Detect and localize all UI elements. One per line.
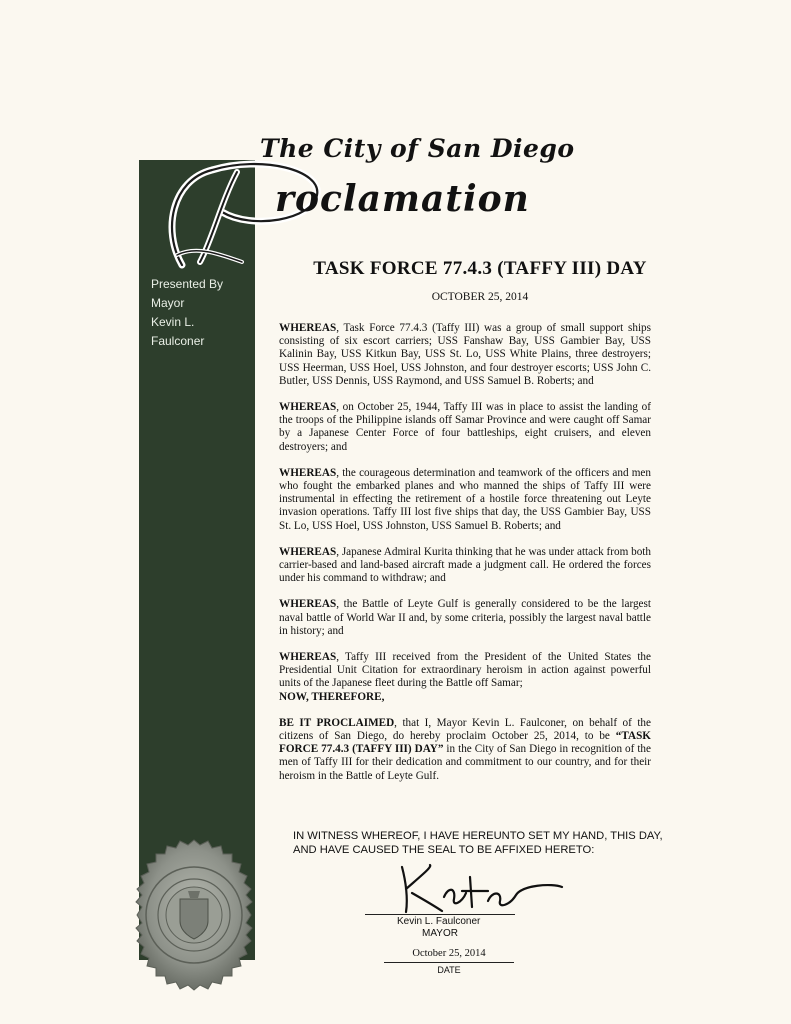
presenter-mayor: Mayor [151, 296, 185, 310]
proclamation-date: OCTOBER 25, 2014 [431, 291, 529, 303]
proclaimed-day-name: “TASK FORCE 77.4.3 (TAFFY III) DAY” [279, 730, 651, 756]
whereas-text: , Japanese Admiral Kurita thinking that he was under attack from both carrier-based and land-based aircraft made a judgment call. He ordered the forces under his command to withdraw; and [279, 545, 651, 585]
whereas-keyword: WHEREAS [279, 651, 337, 664]
now-therefore: NOW, THEREFORE, [279, 690, 385, 703]
whereas-paragraph-1 [279, 322, 651, 388]
proclaimed-text-end: in the City of San Diego in recognition of the men of Taffy III for their dedication and commitment to our country, and for their heroism in the Battle of Leyte Gulf. [279, 743, 651, 782]
witness-statement [293, 829, 693, 857]
proclamation-body [279, 322, 651, 796]
whereas-keyword: WHEREAS [279, 545, 337, 558]
presented-by: Presented By [151, 277, 224, 291]
proclaimed-text: , that I, Mayor Kevin L. Faulconer, on behalf of the citizens of San Diego, do hereby proclaim October 25, 2014, to be [279, 716, 651, 743]
whereas-paragraph-5 [279, 598, 651, 638]
witness-line-2: AND HAVE CAUSED THE SEAL TO BE AFFIXED HERETO: [293, 844, 595, 856]
whereas-keyword: WHEREAS [279, 322, 337, 334]
signature-date: October 25, 2014 [412, 948, 486, 959]
whereas-keyword: WHEREAS [279, 598, 337, 611]
city-title: The City of San Diego [260, 134, 575, 163]
presenter-last-name: Faulconer [151, 334, 205, 348]
presenter-first-name: Kevin L. [151, 315, 195, 329]
whereas-text: , Task Force 77.4.3 (Taffy III) was a group of small support ships consisting of six escort carriers; USS Fanshaw Bay, USS Gambier Bay, USS Kalinin Bay, USS Kitkun Bay, USS St. Lo, USS White Plains, three destroyers; USS Heerman, USS Hoel, USS Johnston, and four destroyer escorts; USS John C. Butler, USS Dennis, USS Raymond, and USS Samuel B. Roberts; and [279, 322, 651, 387]
proclamation-heading: TASK FORCE 77.4.3 (TAFFY III) DAY [313, 258, 647, 279]
whereas-paragraph-4 [279, 546, 651, 586]
presenter-info [151, 275, 223, 351]
city-seal [117, 838, 271, 992]
proclamation-title: roclamation [275, 178, 530, 220]
proclaimed-keyword: BE IT PROCLAIMED [279, 716, 395, 729]
whereas-text: , on October 25, 1944, Taffy III was in place to assist the landing of the troops of the Philippine islands off Samar Province and were caught off Samar by a Japanese Center Force of four battleships, eight cruisers, and eleven destroyers; and [279, 401, 651, 453]
whereas-text: , the Battle of Leyte Gulf is generally considered to be the largest naval battle of World War II and, by some criteria, possibly the largest naval battle in history; and [279, 598, 651, 637]
whereas-keyword: WHEREAS [279, 401, 337, 414]
whereas-text: , the courageous determination and teamwork of the officers and men who fought the embarked planes and who manned the ships of Taffy III were instrumental in effecting the retirement of a hostile force threatening out Leyte invasion operations. Taffy III lost five ships that day, the USS Gambier Bay, USS St. Lo, USS Hoel, USS Johnston, USS Samuel B. Roberts; and [279, 466, 651, 532]
whereas-paragraph-6 [279, 651, 651, 704]
witness-line-1: IN WITNESS WHEREOF, I HAVE HEREUNTO SET MY HAND, THIS DAY, [293, 830, 663, 842]
whereas-paragraph-3 [279, 467, 651, 533]
whereas-paragraph-2 [279, 401, 651, 454]
signature-line [365, 914, 515, 915]
signer-title: MAYOR [422, 928, 458, 939]
signer-name: Kevin L. Faulconer [397, 916, 481, 927]
proclaimed-paragraph [279, 717, 651, 783]
whereas-keyword: WHEREAS [279, 466, 337, 479]
date-line [384, 962, 514, 963]
whereas-text: , Taffy III received from the President of the United States the Presidential Unit Citation for extraordinary heroism in action against powerful units of the Japanese fleet during the Battle off Samar; [279, 651, 651, 690]
mayor-signature [392, 857, 592, 917]
date-label: DATE [437, 965, 461, 975]
